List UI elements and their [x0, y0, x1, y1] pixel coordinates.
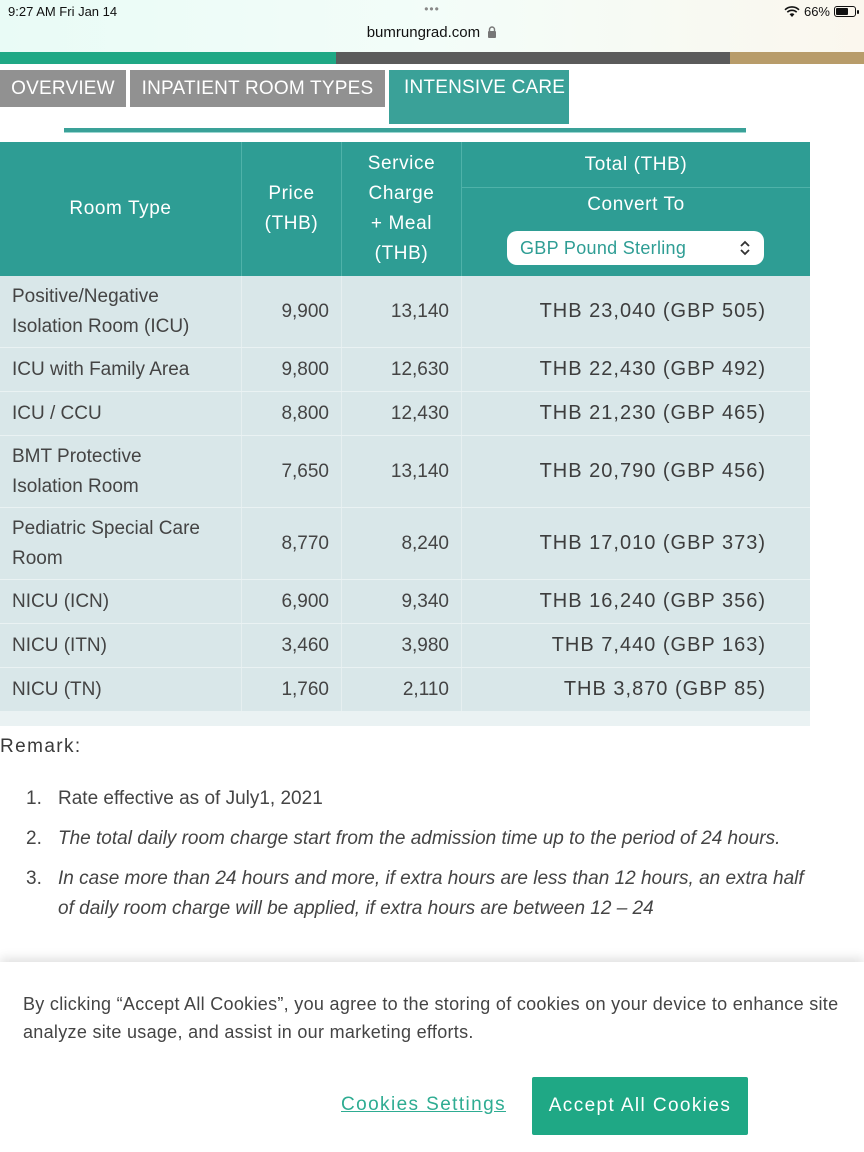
- service-charge-cell: 8,240: [342, 508, 462, 579]
- total-cell: THB 20,790 (GBP 456): [539, 460, 766, 482]
- wifi-icon: [784, 6, 800, 18]
- price-cell: 8,800: [242, 392, 342, 435]
- tab-intensive-care[interactable]: [389, 70, 569, 124]
- url-text: bumrungrad.com: [366, 24, 481, 41]
- total-cell: THB 7,440 (GBP 163): [551, 634, 766, 656]
- total-cell: THB 16,240 (GBP 356): [539, 590, 766, 612]
- address-bar[interactable]: [0, 24, 864, 41]
- service-charge-cell: 13,140: [342, 436, 462, 507]
- brand-color-strip: [0, 52, 864, 64]
- room-type-cell: NICU (ICN): [0, 580, 242, 623]
- total-cell: THB 23,040 (GBP 505): [539, 300, 766, 322]
- table-row: [0, 436, 810, 508]
- total-cell: THB 3,870 (GBP 85): [563, 678, 766, 700]
- remark-text: In case more than 24 hours and more, if extra hours are less than 12 hours, an extra half of daily room charge will be applied, if extra hours are between 12 – 24: [58, 868, 804, 919]
- remark-number: 3.: [26, 868, 42, 889]
- currency-select-value: GBP Pound Sterling: [520, 237, 687, 258]
- room-type-cell: ICU / CCU: [0, 392, 242, 435]
- header-total: Total (THB): [462, 142, 810, 188]
- price-cell: 9,800: [242, 348, 342, 391]
- room-type-cell: NICU (ITN): [0, 624, 242, 667]
- total-cell: THB 21,230 (GBP 465): [539, 402, 766, 424]
- header-convert-to: Convert To: [587, 194, 685, 215]
- price-cell: 3,460: [242, 624, 342, 667]
- more-dots-icon[interactable]: •••: [424, 2, 440, 16]
- room-type-cell: NICU (TN): [0, 668, 242, 711]
- price-cell: 7,650: [242, 436, 342, 507]
- cookie-banner: [0, 962, 864, 1152]
- remark-number: 1.: [26, 788, 42, 809]
- remark-text: The total daily room charge start from the admission time up to the period of 24 hours.: [58, 828, 781, 849]
- price-cell: 1,760: [242, 668, 342, 711]
- total-cell: THB 17,010 (GBP 373): [539, 532, 766, 554]
- tab-label: INTENSIVE CARE: [404, 77, 566, 98]
- accept-all-cookies-button[interactable]: Accept All Cookies: [532, 1077, 748, 1135]
- tab-label: OVERVIEW: [11, 77, 115, 99]
- cookie-message-line: By clicking “Accept All Cookies”, you agree to the storing of cookies on your device to enhance site: [23, 994, 839, 1014]
- header-price: Price (THB): [242, 142, 342, 276]
- price-cell: 8,770: [242, 508, 342, 579]
- table-row: [0, 276, 810, 348]
- total-cell: THB 22,430 (GBP 492): [539, 358, 766, 380]
- room-type-cell: Positive/Negative Isolation Room (ICU): [0, 276, 242, 347]
- service-charge-cell: 12,630: [342, 348, 462, 391]
- clock: 9:27 AM Fri Jan 14: [8, 4, 118, 19]
- room-type-cell: Pediatric Special Care Room: [0, 508, 242, 579]
- table-row: [0, 392, 810, 436]
- table-footer: [0, 712, 810, 726]
- remark-item: [26, 864, 816, 924]
- remark-list: [26, 784, 816, 934]
- table-row: [0, 624, 810, 668]
- lock-icon: [487, 26, 497, 38]
- cookie-message: [23, 990, 864, 1046]
- remark-item: [26, 784, 816, 814]
- price-cell: 9,900: [242, 276, 342, 347]
- table-row: [0, 580, 810, 624]
- header-service-charge: Service Charge + Meal (THB): [342, 142, 462, 276]
- tab-inpatient-room-types[interactable]: [130, 70, 385, 107]
- cookies-settings-link[interactable]: Cookies Settings: [341, 1094, 506, 1115]
- remark-item: [26, 824, 816, 854]
- room-rates-table: [0, 142, 810, 726]
- remark-title: Remark:: [0, 736, 82, 757]
- tab-underline: [64, 128, 746, 133]
- remark-number: 2.: [26, 828, 42, 849]
- room-type-cell: BMT Protective Isolation Room: [0, 436, 242, 507]
- table-header: [0, 142, 810, 276]
- browser-status-bar: [0, 0, 864, 52]
- table-row: [0, 668, 810, 712]
- service-charge-cell: 13,140: [342, 276, 462, 347]
- price-cell: 6,900: [242, 580, 342, 623]
- table-row: [0, 348, 810, 392]
- battery-percent: 66%: [803, 4, 830, 19]
- table-body: [0, 276, 810, 712]
- currency-select[interactable]: [507, 231, 764, 265]
- room-type-cell: ICU with Family Area: [0, 348, 242, 391]
- remark-text: Rate effective as of July1, 2021: [58, 788, 323, 809]
- service-charge-cell: 3,980: [342, 624, 462, 667]
- service-charge-cell: 9,340: [342, 580, 462, 623]
- cookie-message-line: analyze site usage, and assist in our marketing efforts.: [23, 1022, 474, 1042]
- header-room-type: Room Type: [0, 142, 242, 276]
- tab-label: INPATIENT ROOM TYPES: [141, 77, 374, 99]
- system-indicators: [784, 4, 856, 19]
- table-row: [0, 508, 810, 580]
- service-charge-cell: 2,110: [342, 668, 462, 711]
- service-charge-cell: 12,430: [342, 392, 462, 435]
- select-arrows-icon: [738, 238, 752, 258]
- battery-icon: [834, 6, 856, 17]
- tab-overview[interactable]: [0, 70, 126, 107]
